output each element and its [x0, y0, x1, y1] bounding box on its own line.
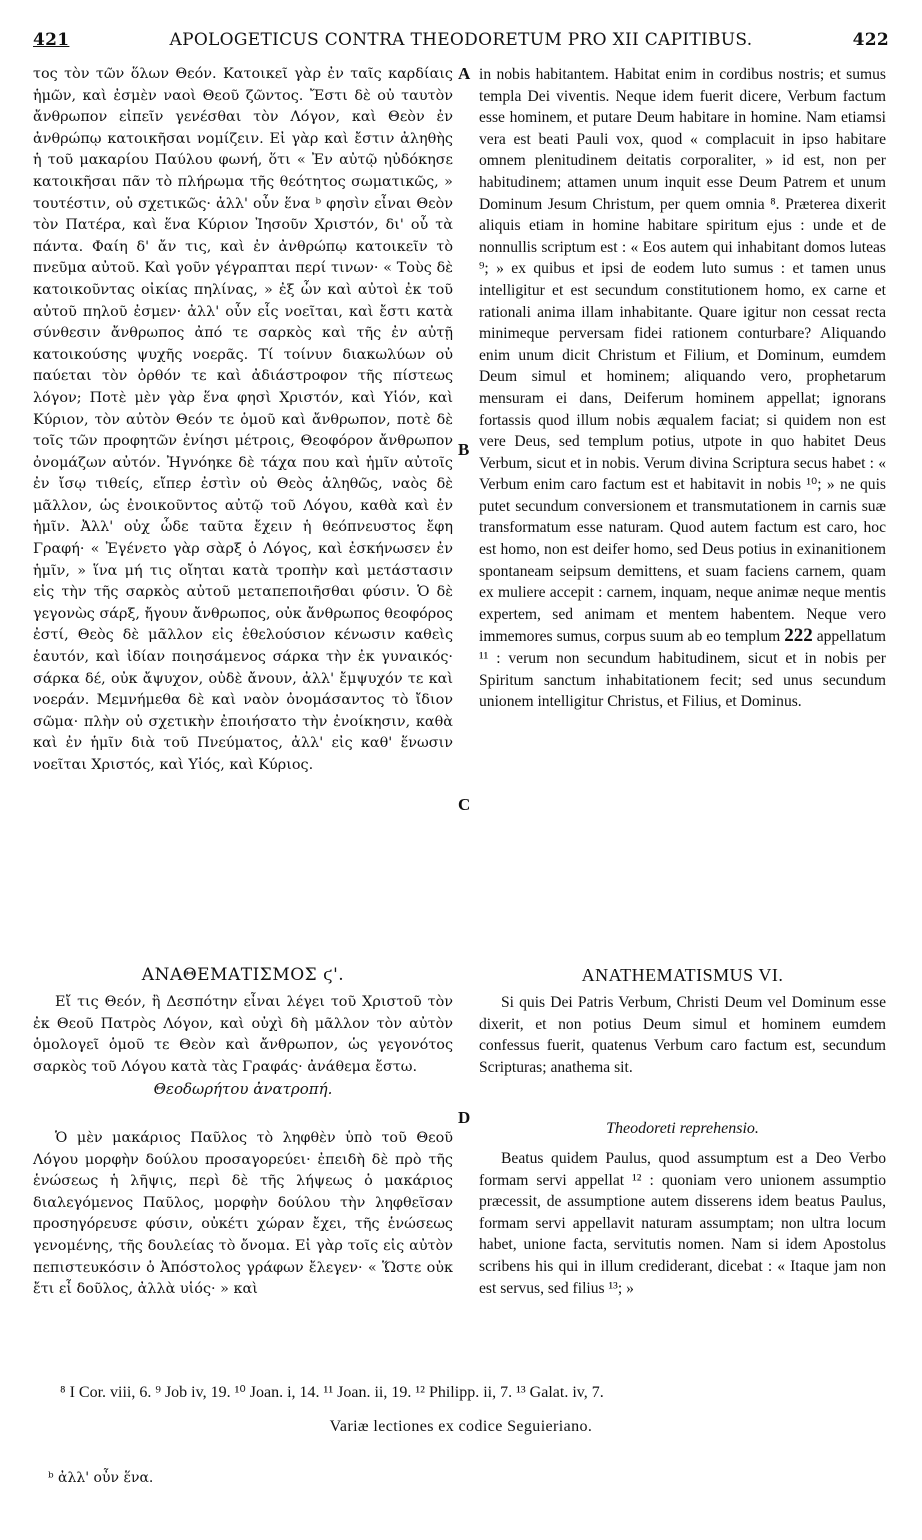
greek-refutation-text: Ὁ μὲν μακάριος Παῦλος τὸ ληφθὲν ὑπὸ τοῦ Θεοῦ Λόγου μορφὴν δούλου προσαγορεύει· ἐπειδὴ δὲ πρὸ τῆς ἑνώσεως ἡ λῆψις, περὶ δὲ τῆς λήψεως ὁ μακάριος διαλεγόμενος Παῦλος, μορφὴν δούλου τὴν ληφθεῖσαν προσηγόρευσε φύσιν, οὐκέτι χώραν ἔχει, τῆς ἑνώσεως γενομένης, τῆς δουλείας τὸ ὄνομα. Εἰ γὰρ τοῖς εἰς αὐτὸν πεπιστευκόσιν ὁ Ἀπόστολος γράφων ἔλεγεν· « Ὥστε οὐκ ἔτι εἶ δοῦλος, ἀλλὰ υἱός· » καὶ: [33, 1130, 453, 1298]
latin-body-paragraph: [479, 64, 886, 713]
greek-anathema-text: Εἴ τις Θεόν, ἢ Δεσπότην εἶναι λέγει τοῦ Χριστοῦ τὸν ἐκ Θεοῦ Πατρὸς Λόγον, καὶ οὐχὶ δὴ μᾶλλον τὸν αὐτὸν ὁμολογεῖ ὁμοῦ τε Θεὸν καὶ ἄνθρωπον, ὡς γεγονότος σαρκὸς τοῦ Λόγου κατὰ τὰς Γραφάς· ἀνάθεμα ἔστω.: [33, 994, 453, 1075]
greek-anathema-heading: ΑΝΑΘΕΜΑΤΙΣΜΟΣ ϛ'.: [141, 965, 345, 985]
greek-body-paragraph: τος τὸν τῶν ὅλων Θεόν. Κατοικεῖ γὰρ ἐν ταῖς καρδίαις ἡμῶν, καὶ ἐσμὲν ναοὶ Θεοῦ ζῶντος. Ἔστι δὲ οὐ ταυτὸν ἄνθρωπον εἰπεῖν γενέσθαι τὸν Λόγον, καὶ Θεὸν ἐν ἀνθρώπῳ κατοικῆσαι νομίζειν. Εἰ γὰρ καὶ ἔστιν ἀληθὴς ἡ τοῦ μακαρίου Παύλου φωνή, ὅτι « Ἐν αὐτῷ ηὐδόκησε κατοικῆσαι πᾶν τὸ πλήρωμα τῆς θεότητος σωματικῶς, » τουτέστιν, οὐ σχετικῶς· ἀλλ' οὖν ἕνα ᵇ φησὶν εἶναι Θεὸν τὸν Πατέρα, καὶ ἕνα Κύριον Ἰησοῦν Χριστόν, δι' οὗ τὰ πάντα. Φαίη δ' ἄν τις, καὶ ἐν ἀνθρώπῳ κατοικεῖν τὸ πνεῦμα αὐτοῦ. Καὶ γοῦν γέγραπται περί τινων· « Τοὺς δὲ κατοικοῦντας οἰκίας πηλίνας, » ἐξ ὧν καὶ αὐτοὶ ἐκ τοῦ αὐτοῦ πηλοῦ ἐσμεν· ἀλλ' οὖν εἷς νοεῖται, καὶ ἔστι κατὰ σύνθεσιν ἄνθρωπος ἀπό τε σαρκὸς καὶ τῆς ἐν αὐτῇ κατοικούσης ψυχῆς νοερᾶς. Τί τοίνυν διακωλύων οὐ παύεται τὸν ὀρθόν τε καὶ ἀδιάστροφον τῆς πίστεως λόγον; Ποτὲ μὲν γὰρ ἕνα φησὶ Χριστόν, καὶ Υἱόν, καὶ Κύριον, τὸν αὐτὸν Θεόν τε ὁμοῦ καὶ ἄνθρωπον, ποτὲ δὲ τοῖς τῶν προφητῶν ἐνίησι μέτροις, Θεοφόρον ἄνθρωπον ὀνομάζων αὐτόν. Ἠγνόηκε δὲ τάχα που καὶ ἡμῖν αὐτοῖς ἐν ἴσῳ τιθείς, εἴπερ ἐστὶν οὐ Θεὸς ἀληθῶς, ναὸς δὲ μᾶλλον, ὡς ἐνοικοῦντος αὐτῷ τοῦ Λόγου, καθὰ καὶ ἐν ἡμῖν. Ἀλλ' οὐχ ὧδε ταῦτα ἔχειν ἡ θεόπνευστος ἔφη Γραφή· « Ἐγένετο γὰρ σὰρξ ὁ Λόγος, καὶ ἐσκήνωσεν ἐν ἡμῖν, » ἵνα μή τις οἴηται κατὰ τροπὴν καὶ μετάστασιν εἰς τὴν τῆς σαρκὸς αὐτοῦ μεταπεποιῆσθαι φύσιν. Ὁ δὲ γεγονὼς σάρξ, ἤγουν ἄνθρωπος, οὐκ ἄνθρωπος θεοφόρος ἐστί, Θεὸς δὲ μᾶλλον εἰς ἐθελούσιον κένωσιν καθεὶς ἑαυτόν, καὶ ἰδίαν ποιησάμενος σάρκα τὴν ἐκ γυναικός· σάρκα δέ, οὐκ ἄψυχον, οὐδὲ ἄνουν, ἀλλ' ἔμψυχόν τε καὶ νοεράν. Μεμνήμεθα δὲ καὶ ναὸν ὀνομάσαντος τὸ ἴδιον σῶμα· πλὴν οὐ σχετικὴν ἐποιήσατο τὴν ἐνοίκησιν, καθὰ καὶ ἐν ἡμῖν διὰ τοῦ Πνεύματος, ἀλλ' εἰς καθ' ἕνωσιν νοεῖται Χριστός, καὶ Υἱός, καὶ Κύριος.: [33, 66, 453, 773]
margin-letter-a: A: [458, 64, 471, 83]
greek-refutation-heading: Θεοδωρήτου ἀνατροπή.: [153, 1080, 333, 1098]
margin-letter-b: B: [458, 440, 470, 459]
margin-letter-c: C: [458, 795, 471, 814]
latin-refutation-heading: Theodoreti reprehensio.: [606, 1120, 759, 1137]
varia-lectiones-heading: Variæ lectiones ex codice Seguieriano.: [329, 1418, 593, 1435]
latin-body-part-a: in nobis habitantem. Habitat enim in cordibus nostris; et sumus templa Dei viventis. Neque idem fuerit dicere, Verbum factum esse hominem, et putare Deum habitare in homine. Nam etiamsi vera est beati Pauli vox, quod « complacuit in ipso habitare omnem plenitudinem deitatis corporaliter, » id est, non per habitudinem; attamen unum inquit esse Deum Patrem et unum Dominum Jesum Christum, per quem omnia ⁸. Præterea dixerit aliquis etiam in homine habitare spiritum ejus : unde et de nonnullis scriptum est : « Eos autem qui inhabitant domos luteas ⁹; » ex quibus et ipsi de eodem luto sumus : et tamen unus intelligitur et est secundum constitutionem homo, ex carne et rationali anima illam inhabitante. Quare igitur non cessat recta minimeque perversam fidei rationem conturbare? Aliquando enim unum dicit Christum et Filium, et Dominum, eumdem Deum simul et hominem; aliquando vero, prophetarum mensuram ei dans, Deiferum hominem appellat; ignorans fortassis quod illum nobis æqualem faciat; si quidem non est vere Deus, sed templum potius, utpote in quo habitet Deus Verbum, sicut et in nobis. Verum divina Scriptura secus habet : « Verbum enim caro factum est et habitavit in nobis ¹⁰; » ne quis putet secundum conversionem et transmutationem in carnis suæ transformatum esse naturam. Quod autem factum est caro, hoc est homo, non est deifer homo, sed Deus potius in exinanitionem spontaneam seipsum demittens, et suam faciens carnem, quam ex muliere accepit : carnem, inquam, neque animæ neque mentis expertem, sed animam et mentem habentem. Neque vero immemores sumus, corpus suum ab eo templum: [479, 66, 886, 646]
page-marker-222: 222: [784, 625, 813, 647]
latin-body-part-b: appellatum ¹¹ : verum non secundum habitudinem, sicut et in nobis per Spiritum sanctum inhabitationem fecit; sed unus secundum unionem intelligitur Christus, et Filius, et Dominus.: [479, 628, 886, 711]
latin-column-text: [479, 64, 886, 964]
margin-letter-d: D: [458, 1108, 471, 1127]
running-title: APOLOGETICUS CONTRA THEODORETUM PRO XII CAPITIBUS.: [169, 30, 753, 50]
footnotes: ⁸ I Cor. viii, 6. ⁹ Job iv, 19. ¹⁰ Joan. i, 14. ¹¹ Joan. ii, 19. ¹² Philipp. ii, 7. ¹³ Galat. iv, 7.: [60, 1384, 604, 1401]
right-page-number: 422: [852, 30, 889, 50]
left-page-number: 421: [33, 30, 70, 50]
greek-column-text: [33, 64, 453, 934]
varia-note-b: ᵇ ἀλλ' οὖν ἕνα.: [48, 1470, 154, 1486]
latin-anathema-heading: ANATHEMATISMUS VI.: [581, 965, 784, 985]
latin-refutation-text: Beatus quidem Paulus, quod assumptum est a Deo Verbo formam servi appellat ¹² : quoniam vero unionem assumptio præcessit, de assumptione autem disserens idem beatus Paulus, formam servi appellavit naturam assumptam; non ultra locum habet, unione facta, servitutis nomen. Nam si idem Apostolus scribens his qui in illum crediderant, dicebat : « Itaque jam non est servus, sed filius ¹³; »: [479, 1150, 886, 1297]
latin-anathema-text: Si quis Dei Patris Verbum, Christi Deum vel Dominum esse dixerit, et non potius Deum simul et hominem eumdem confessus fuerit, quatenus Verbum caro factum est, secundum Scripturas; anathema sit.: [479, 994, 886, 1076]
running-header: [33, 30, 889, 56]
